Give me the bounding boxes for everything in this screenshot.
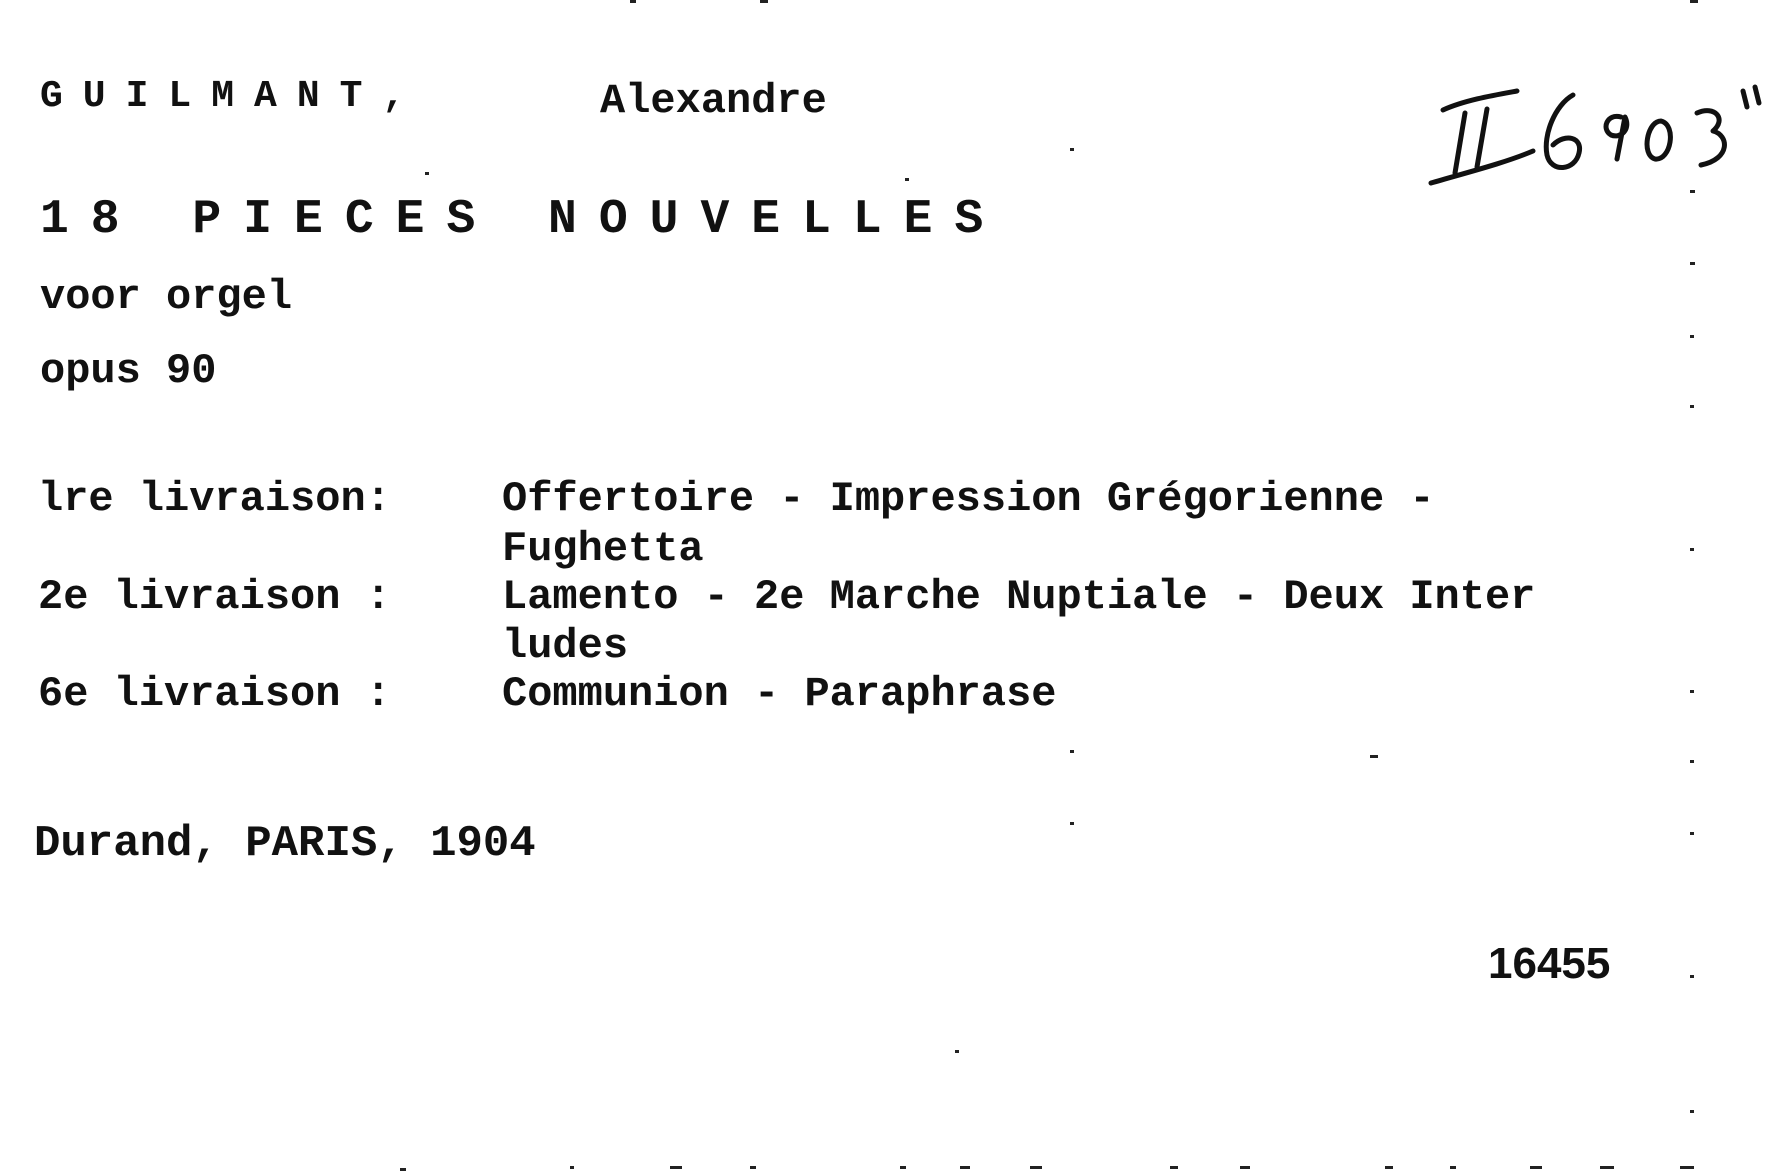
issue-content-continued: Fughetta <box>502 525 704 573</box>
handwritten-shelfmark <box>1425 55 1765 195</box>
issue-content: Communion - Paraphrase <box>502 670 1057 718</box>
issue-content: Offertoire - Impression Grégorienne - <box>502 475 1435 523</box>
issue-label: 2e livraison : <box>38 573 391 621</box>
author-firstname: Alexandre <box>600 77 827 125</box>
accession-number: 16455 <box>1488 939 1611 988</box>
work-title: 18 PIECES NOUVELLES <box>40 193 1006 247</box>
publication-info: Durand, PARIS, 1904 <box>34 819 536 869</box>
issue-label: 6e livraison : <box>38 670 391 718</box>
issue-content-continued: ludes <box>502 622 629 670</box>
issue-label: lre livraison: <box>38 475 391 523</box>
opus-number: opus 90 <box>40 347 217 395</box>
instrumentation: voor orgel <box>40 273 293 321</box>
author-surname: GUILMANT, <box>40 75 426 118</box>
issue-content: Lamento - 2e Marche Nuptiale - Deux Inter <box>502 573 1536 621</box>
